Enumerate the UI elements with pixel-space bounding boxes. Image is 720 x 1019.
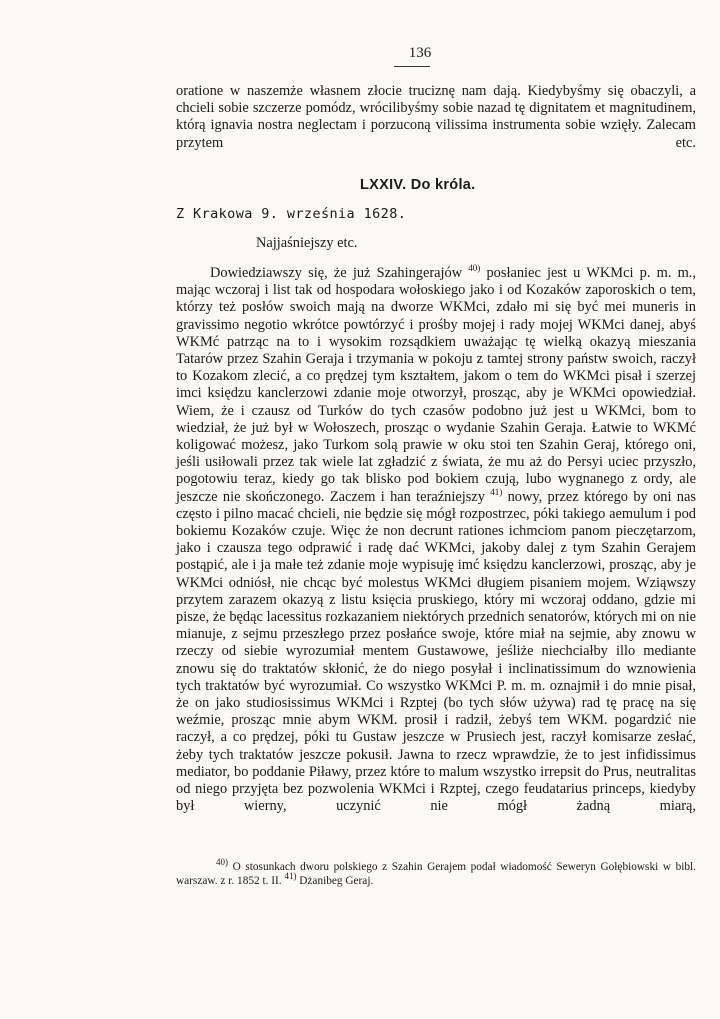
letter-body-part-1: Dowiedziawszy się, że już Szahingerajów [210, 265, 469, 281]
letter-dateline: Z Krakowa 9. września 1628. [176, 206, 407, 222]
footnotes [176, 857, 696, 888]
page-number: 136 [408, 45, 432, 61]
footnote-reference-40: 40) [468, 263, 481, 274]
footnote-mark-41: 41) [284, 871, 297, 882]
footnote-40-text: O stosunkach dworu polskiego z Szahin Gerajem podał wiadomość Seweryn Gołębiowski w bibl. warszaw. z r. 1852 t. II. [176, 861, 696, 887]
letter-salutation: Najjaśniejszy etc. [256, 235, 358, 251]
footnote-mark-40: 40) [216, 857, 228, 868]
letter-heading: LXXIV. Do króla. [360, 177, 476, 193]
page-number-rule [394, 66, 430, 67]
footnote-41-text: Dżanibeg Geraj. [296, 875, 374, 887]
footnote-reference-41: 41) [490, 486, 503, 497]
previous-letter-ending: oratione w naszemże własnem złocie truciznę nam dają. Kiedybyśmy się obaczyli, a chcieli sobie szczerze pomódz, wrócilibyśmy sobie nazad tę dignitatem et magnitudinem, którą ignavia nostra neglectam i porzuconą vilissima instrumenta sobie wzięły. Zalecam przytem etc. [176, 83, 696, 151]
letter-body-part-3: nowy, przez którego by oni nas często i pilno macać chcieli, nie będzie się mógł rozpostrzec, póki takiego aemulum i pod bokiemu Kozaków czuje. Więc że non decrunt rationes ichmciom panom pieczętarzom, jako i czausza tego odprawić i radę dać WKMci, jakoby dalej z tym Szahin Gerajem postąpić, ale i ja małe też zdanie moje wypisuję imć księdzu kanclerzowi, prosząc, aby je WKMci odniósł, nie chcąc być molestus WKMci długiem pisaniem mojem. Wziąwszy przytem zarazem okazyą z listu księcia pruskiego, który mi wczoraj oddano, gdzie mi pisze, że będąc lacessitus rozkazaniem niektórych przednich senatorów, których mi on nie mianuje, z sejmu przeszłego przez posłańce swoje, które miał na sejmie, aby znowu w rzeczy od siebie wyrozumiał mentem Gustawowe, jeśliże niechciałby illo mediante znowu się do traktatów skłonić, że do niego posyłał i inclinatissimum do wznowienia tych traktatów być wyrozumiał. Co wszystko WKMci P. m. m. oznajmił i do mnie pisał, że on jako studiosissimus WKMci i Rzptej (bo tych słów używa) rad tę pracę na się weźmie, prosząc mnie abym WKM. prosił i radził, żebyś tem WKM. pogardzić nie raczył, a co prędzej, póki tu Gustaw jeszcze w Prusiech jest, raczył komisarze zesłać, żeby tych traktatów jeszcze pokusił. Jawna to rzecz wprawdzie, że to jest infidissimus mediator, bo poddanie Piławy, przez które to malum wszystko irrepsit do Prus, neutralitas od niego przyjęta bez pozwolenia WKMci i Rzptej, czego feudatarius princeps, kiedyby był wierny, uczynić nie mógł żadną miarą, [176, 488, 696, 815]
letter-body [176, 265, 696, 816]
letter-body-part-2: posłaniec jest u WKMci p. m. m., mając wczoraj i list tak od hospodara wołoskiego jako i od Kozaków zaporoskich o tem, którzy też posłów swoich mają na dworze WKMci, zdało mi się być mei muneris in gravissimo negotio wkrótce powtórzyć i prośby mojej i rady mojej WKMci danej, abyś WKMć patrząc na to i wysokim rozsądkiem uważając tę wielką okazyą mieszania Tatarów przez Szahin Geraja i trzymania w pokoju z tamtej strony państw swoich, raczył to Kozakom zlecić, a co prędzej tym kształtem, jakom o tem do WKMci pisał i szerzej imci księdzu kanclerzowi zdanie moje otworzył, prosząc, aby je WKMci opowiedział. Wiem, że i czausz od Turków do tych czasów podobno już jest u WKMci, bom to wiedział, że już był w Wołoszech, prosząc o wydanie Szahin Geraja. Łatwie to WKMć koligować możesz, jako Turkom solą prawie w oku stoi ten Szahin Geraj, którego oni, jeśli usiłowali przez tak wiele lat zgładzić z świata, że mu aż do Persyi uciec przyszło, pogotowiu teraz, kiedy go tak blisko pod bokiem czują, lubo wygnanego z ordy, ale jeszcze nie skończonego. Zaczem i han teraźniejszy [176, 265, 696, 505]
